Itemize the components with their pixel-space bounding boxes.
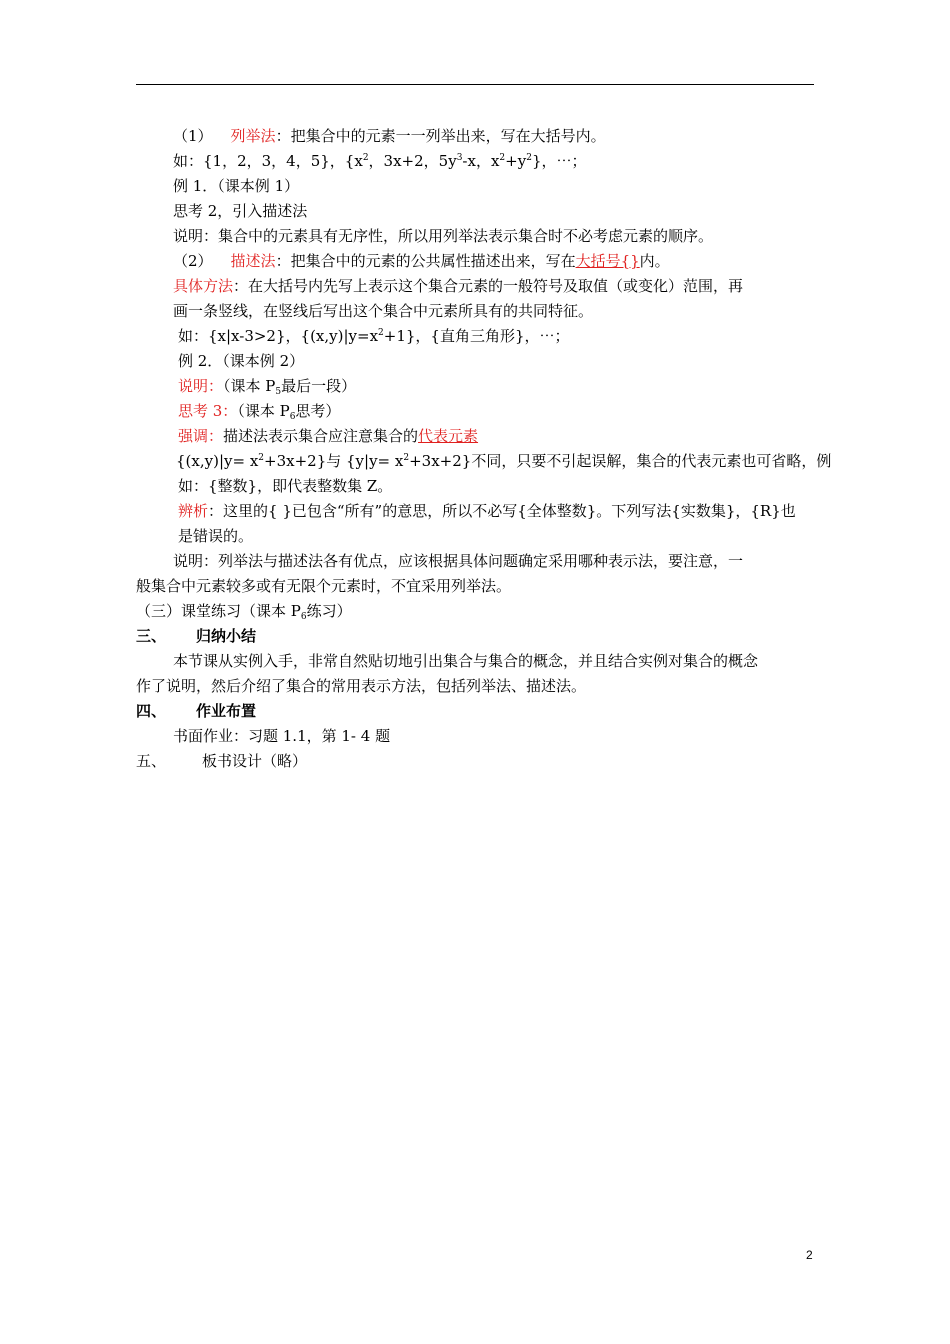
section-four-heading: 四、 作业布置 — [136, 702, 257, 720]
line-class-practice: （三）课堂练习（课本 $P_6$练习） — [136, 602, 352, 622]
line-example-1: 例 1．（课本例 1） — [173, 177, 300, 195]
line-note-unordered: 说明：集合中的元素具有无序性，所以用列举法表示集合时不必考虑元素的顺序。 — [173, 227, 714, 245]
header-rule — [136, 84, 814, 85]
homework-line: 书面作业：习题 1.1，第 1- 4 题 — [173, 727, 391, 745]
line-set-comparison: $\{(x,y)|y= x^2+3x+2\}$与 $\{y|y= x^2+3x+2\}$不同，只要不引起误解，集合的代表元素也可省略，例 — [176, 452, 832, 470]
line-analysis: 辨析：这里的{ }已包含“所有”的意思，所以不必写{全体整数}。下列写法{实数集}，{R}也 — [178, 502, 796, 520]
term-enumeration: 列举法 — [230, 127, 276, 145]
line-example-2: 例 2．（课本例 2） — [178, 352, 305, 370]
line-description-example: 如：{x|x-3>2}，$\{(x,y)|y=x^2+1\}$，{直角三角形}，⋯； — [178, 327, 570, 345]
summary-paragraph-line2: 作了说明，然后介绍了集合的常用表示方法，包括列举法、描述法。 — [136, 677, 587, 695]
line-specific-method: 具体方法：在大括号内先写上表示这个集合元素的一般符号及取值（或变化）范围，再 — [173, 277, 744, 295]
underlined-representative-element: 代表元素 — [418, 427, 479, 445]
section-three-heading: 三、 归纳小结 — [136, 627, 257, 645]
line-think-2: 思考 2，引入描述法 — [173, 202, 308, 220]
section-five-heading: 五、 板书设计（略） — [136, 752, 308, 770]
term-description: 描述法 — [230, 252, 276, 270]
line-emphasis: 强调：描述法表示集合应注意集合的代表元素 — [178, 427, 479, 445]
line-note-comparison-cont: 般集合中元素较多或有无限个元素时，不宜采用列举法。 — [136, 577, 512, 595]
line-integer-example: 如：{整数}，即代表整数集 Z。 — [178, 477, 393, 495]
line-vertical-bar: 画一条竖线，在竖线后写出这个集合中元素所具有的共同特征。 — [173, 302, 594, 320]
line-enumeration-example: 如：{1，2，3，4，5}，{$x^2$，3x+2，$5y^3-x$，$x^2+y^2$}，⋯； — [173, 152, 587, 170]
page-number: 2 — [806, 1248, 813, 1262]
line-note-comparison: 说明：列举法与描述法各有优点，应该根据具体问题确定采用哪种表示法，要注意，一 — [173, 552, 744, 570]
line-think-3: 思考 3：（课本 $P_6$思考） — [178, 402, 341, 422]
term-specific-method: 具体方法 — [173, 277, 234, 295]
line-description-method: （2） 描述法：把集合中的元素的公共属性描述出来，写在大括号{}内。 — [173, 252, 670, 270]
line-note-p5: 说明：（课本 $P_5$最后一段） — [178, 377, 357, 397]
line-enumeration-method: （1） 列举法：把集合中的元素一一列举出来，写在大括号内。 — [173, 127, 606, 145]
summary-paragraph-line1: 本节课从实例入手，非常自然贴切地引出集合与集合的概念，并且结合实例对集合的概念 — [173, 652, 759, 670]
underlined-braces: 大括号{} — [575, 252, 640, 270]
line-analysis-cont: 是错误的。 — [178, 527, 254, 545]
